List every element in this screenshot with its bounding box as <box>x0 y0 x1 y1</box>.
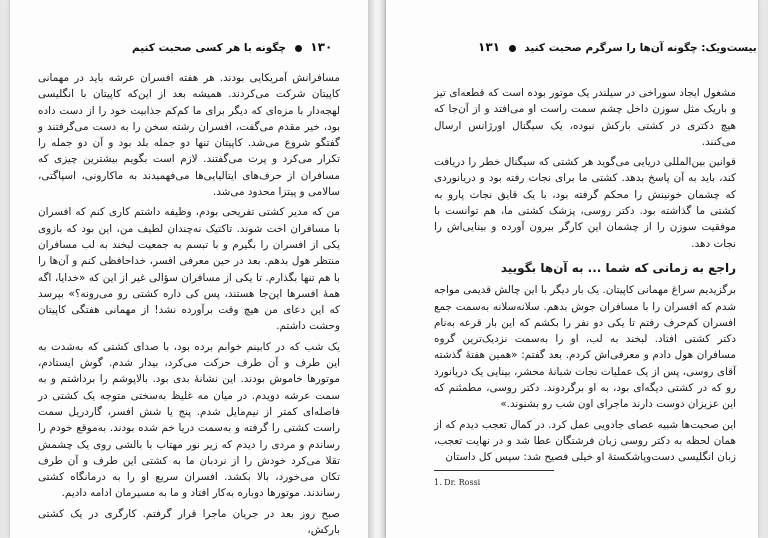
paragraph: این صحبت‌ها شبیه عصای جادویی عمل کرد. در کمال تعجب دیدم که از همان لحظه به دکتر روسی زبان فرشتگان عطا شد و در نهایت تعجب، زبان انگلیسی دست‌وپاشکستهٔ او خیلی فصیح شد: سپس کل داستان <box>434 418 736 464</box>
paragraph: برگزیدیم سراغ مهمانی کاپیتان. یک بار دیگر با این چالش قدیمی مواجه شدم که افسران را با مسافران جوش بدهم. سلانه‌سلانه به‌سمت جمع افسران کم‌حرف رفتم تا یکی دو نفر را بکشم که این بار قرعه به‌نام دکتر کشتی افتاد. لبخند به لب، او را به‌سمت نزدیک‌ترین گروه مسافران هول دادم و معرفی‌اش کردم. بعد گفتم: «همین هفتهٔ گذشته آقای روسی، پس از یک عملیات نجات شبانهٔ محشر، بینایی یک دریانورد رو که در کشتی دیگه‌ای بود، به او برگردوند. دکتر روسی، مطمئنم که این عزیزان دوست دارند ماجرای اون شب رو بشنوند.» <box>434 284 736 411</box>
left-page-number: ۱۳۰ <box>310 40 333 54</box>
bullet-dot-icon <box>295 45 302 52</box>
right-page <box>386 0 758 538</box>
paragraph: مشغول ایجاد سوراخی در سیلندر یک موتور بوده است که قطعه‌ای تیز و باریک مثل سوزن داخل چشم سمت راست او می‌افتد و از آن‌جا که هیچ دکتری در کشتی بارکش نبوده، یک سیگنال اورژانس ارسال می‌کنند. <box>434 87 736 148</box>
right-page-number: ۱۳۱ <box>478 40 500 54</box>
right-page-body <box>434 85 736 470</box>
footnote-divider <box>434 470 554 471</box>
section-title: راجع به زمانی که شما ... به آن‌ها بگویید <box>500 260 736 275</box>
paragraph: من که مدیر کشتی تفریحی بودم، وظیفه داشتم کاری کنم که افسران با مسافران اخت شوند. تاکتیک نه‌چندان لطیف من، این بود که بازوی یکی از افسران را بگیرم و با تبسم به جمعیت لبخند به لب مسافران منتظر هول بدهم. بعد در حین معرفی افسر، خداحافظی کنم و آن‌ها را با هم تنها بگذارم. تا یکی از مسافران سؤالی غیر از این که «خدایا، اگه همهٔ افسرها این‌جا هستند، پس کی داره کشتی رو می‌رونه؟» بپرسد که این دعای من هیچ وقت برآورده نشد! از مهمانی هفتگی کاپیتان وحشت داشتم. <box>38 206 340 333</box>
bullet-dot-icon <box>509 45 516 52</box>
left-header-title: چگونه با هر کسی صحبت کنیم <box>132 42 286 54</box>
right-page-header <box>478 40 757 54</box>
book-gutter <box>368 0 386 538</box>
left-page-body <box>38 70 340 538</box>
paragraph: صبح روز بعد در جریان ماجرا قرار گرفتم. کارگری در یک کشتی بارکش، <box>38 507 340 537</box>
paragraph: یک شب که در کابینم خوابم برده بود، با صدای کشتی که به‌شدت به این طرف و آن طرف حرکت می‌کرد، بیدار شدم. گوش ایستادم، موتورها خاموش بودند. این نشانهٔ بدی بود. بالاپوشم را برداشتم و به سمت عرشه دویدم. در میان مه غلیظ به‌سختی متوجه یک کشتی در فاصله‌ای کمتر از نیم‌مایل شدم. پنج یا شش افسر، گاردریل سمت راست کشتی را گرفته و به‌سمت دریا خم شده بودند. به‌موقع خودم را رساندم و مردی را دیدم که زیر نور مهتاب با بالشی روی یک چشمش تقلا می‌کرد خودش را از نردبان ما به کشتی این طرف و آن طرف تکان می‌خورد، بالا بکشد. افسران سریع او را به درمانگاه کشتی رساندند. موتورها دوباره به‌کار افتاد و ما به مسیرمان ادامه دادیم. <box>38 340 340 500</box>
right-header-title: بیست‌و‌یک: چگونه آن‌ها را سرگرم صحبت کنید <box>524 42 757 54</box>
footnote: 1. Dr. Rossi <box>434 478 481 487</box>
left-page <box>10 0 368 538</box>
paragraph: مسافرانش آمریکایی بودند. هر هفته افسران عرشه باید در مهمانی کاپیتان شرکت می‌کردند. همیشه بعد از این‌که کاپیتان با انگلیسی لهجه‌دار با مزه‌ای که دیگر برای ما کم‌کم جذابیت خود را از دست داده بود، خیر مقدم می‌گفت، افسران رشته سخن را به دست می‌گرفتند و گفتگو شروع می‌شد. کاپیتان تنها دو جمله بلد بود و آن دو جمله را تکرار می‌کرد و پرت می‌گفتند. لازم است بگویم بیشترین چیزی که مسافران از حرف‌های ایتالیایی‌ها می‌فهمیدند به ماکارونی، اسپاگتی، سالامی و پیتزا محدود می‌شد. <box>38 72 340 199</box>
left-page-header <box>132 40 332 54</box>
paragraph: قوانین بین‌المللی دریایی می‌گوید هر کشتی که سیگنال خطر را دریافت کند، باید به آن پاسخ بدهد. کشتی ما برای نجات رفته بود و دریانوردی که چشمان خونینش را محکم گرفته بود، با یک قایق نجات پارو به کشتی ما گذاشته بود. دکتر روسی، پزشک کشتی ما، هم توانست با موفقیت سوزن را از چشمان این کارگر بیرون آورده و بینایی‌اش را نجات دهد. <box>434 156 736 250</box>
